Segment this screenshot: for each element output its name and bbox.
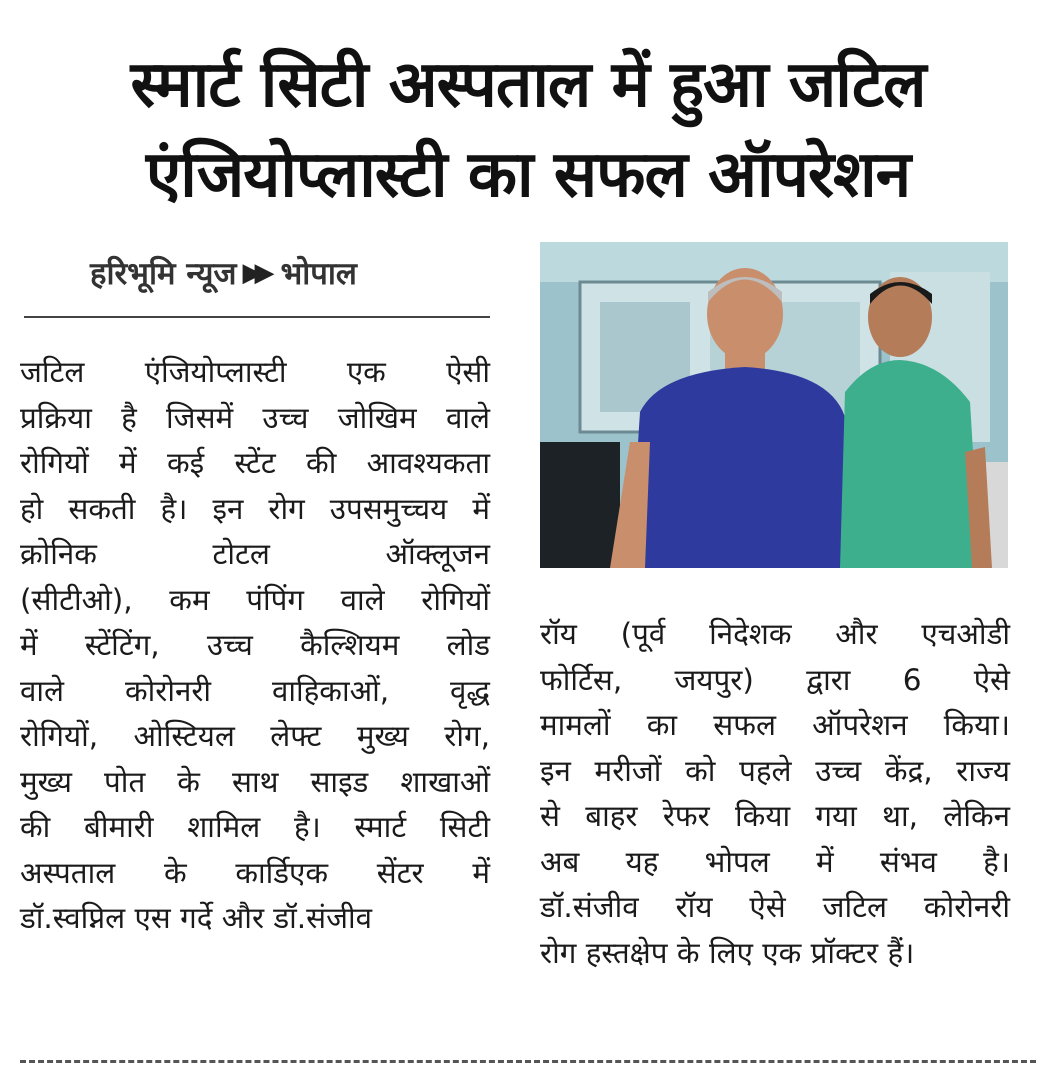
byline: [90, 252, 357, 294]
body-left-column: [20, 350, 490, 942]
body-line: डॉ.संजीव रॉय ऐसे जटिल कोरोनरी: [540, 890, 1010, 924]
body-line: मुख्य पोत के साथ साइड शाखाओं: [20, 764, 490, 799]
fast-forward-icon: ▶▶: [242, 258, 267, 288]
body-line: वाले कोरोनरी वाहिकाओं, वृद्ध: [20, 673, 490, 708]
body-line: फोर्टिस, जयपुर) द्वारा 6 ऐसे: [540, 662, 1010, 697]
body-line: रोगियों में कई स्टेंट की आवश्यकता: [20, 446, 490, 480]
body-line: रोगियों, ओस्टियल लेफ्ट मुख्य रोग,: [20, 719, 490, 753]
body-line: जटिल एंजियोप्लास्टी एक ऐसी: [20, 355, 490, 389]
body-line: (सीटीओ), कम पंपिंग वाले रोगियों: [20, 582, 490, 617]
body-line: अस्पताल के कार्डिएक सेंटर में: [20, 855, 490, 890]
photo-two-doctors-icon: [540, 242, 1008, 568]
body-line: मामलों का सफल ऑपरेशन किया।: [540, 708, 1010, 742]
byline-source: हरिभूमि न्यूज: [90, 256, 237, 292]
headline-line-1: स्मार्ट सिटी अस्पताल में हुआ जटिल: [130, 48, 926, 122]
news-photo: [540, 242, 1008, 568]
body-line: से बाहर रेफर किया गया था, लेकिन: [540, 799, 1010, 833]
body-line: रॉय (पूर्व निदेशक और एचओडी: [540, 617, 1010, 651]
body-line: रोग हस्तक्षेप के लिए एक प्रॉक्टर हैं।: [540, 935, 915, 970]
byline-rule: [24, 316, 490, 318]
body-right-column: [540, 612, 1010, 976]
body-line: इन मरीजों को पहले उच्च केंद्र, राज्य: [540, 753, 1010, 788]
body-line: की बीमारी शामिल है। स्मार्ट सिटी: [20, 810, 490, 844]
body-line: अब यह भोपल में संभव है।: [540, 844, 1010, 879]
body-line: हो सकती है। इन रोग उपसमुच्चय में: [20, 491, 490, 526]
body-line: प्रक्रिया है जिसमें उच्च जोखिम वाले: [20, 400, 490, 435]
byline-city: भोपाल: [280, 256, 357, 292]
headline-line-2: एंजियोप्लास्टी का सफल ऑपरेशन: [145, 138, 911, 212]
body-line: डॉ.स्वप्निल एस गर्दे और डॉ.संजीव: [20, 901, 373, 935]
body-line: में स्टेंटिंग, उच्च कैल्शियम लोड: [20, 628, 490, 662]
bottom-dashed-rule: [20, 1060, 1036, 1063]
headline: [20, 40, 1036, 220]
body-line: क्रोनिक टोटल ऑक्लूजन: [20, 537, 490, 571]
